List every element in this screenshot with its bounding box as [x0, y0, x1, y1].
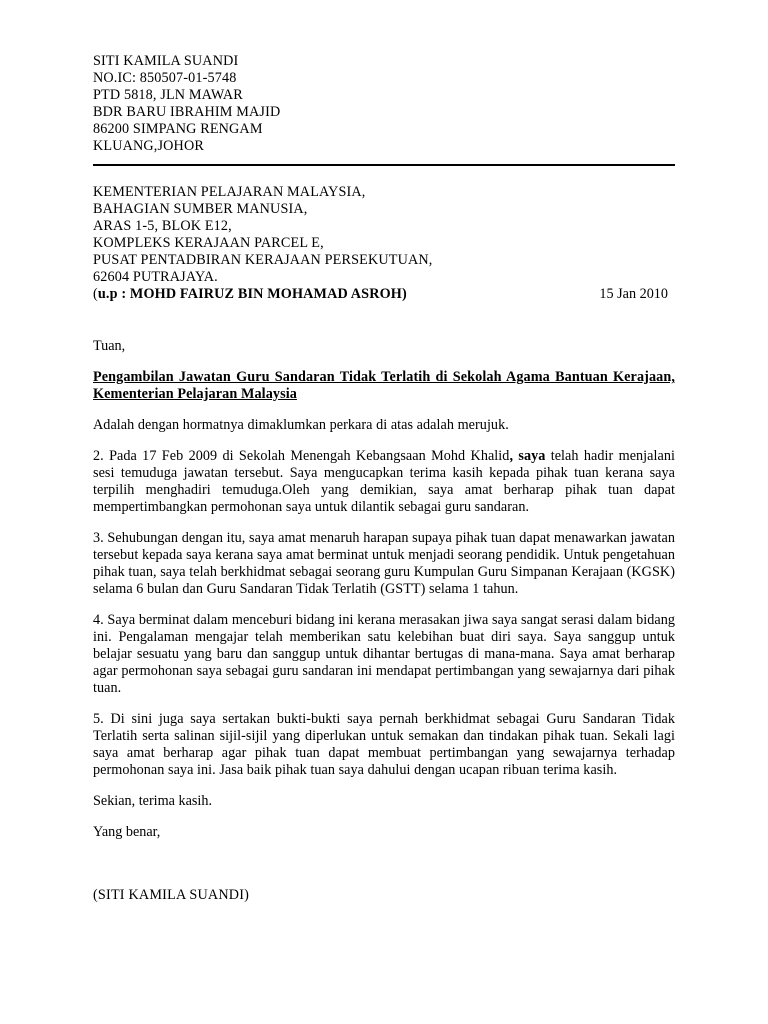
attention-name: u.p : MOHD FAIRUZ BIN MOHAMAD ASROH) [97, 285, 407, 302]
paragraph-2 [93, 448, 675, 516]
letter-date: 15 Jan 2010 [599, 285, 668, 302]
recipient-address-line: KOMPLEKS KERAJAAN PARCEL E, [93, 235, 324, 252]
sender-address-line: KLUANG,JOHOR [93, 137, 204, 154]
sender-ic-number: NO.IC: 850507-01-5748 [93, 69, 237, 86]
recipient-address-line: BAHAGIAN SUMBER MANUSIA, [93, 201, 308, 218]
attention-line [93, 286, 407, 303]
paragraph-3: 3. Sehubungan dengan itu, saya amat menaruh harapan supaya pihak tuan dapat menawarkan jawatan tersebut kepada saya kerana saya amat berminat untuk menjadi seorang pendidik. Untuk pengetahuan pihak tuan, saya telah berkhidmat sebagai seorang guru Kumpulan Guru Simpanan Kerajaan (KGSK) selama 6 bulan dan Guru Sandaran Tidak Terlatih (GSTT) selama 1 tahun. [93, 529, 675, 597]
letter-page [93, 53, 675, 904]
attention-open-paren: ( [93, 285, 98, 302]
paragraph-4: 4. Saya berminat dalam menceburi bidang ini kerana merasakan jiwa saya sangat serasi dalam bidang ini. Pengalaman mengajar telah memberikan satu kelebihan buat diri saya. Saya sanggup untuk belajar sesuatu yang baru dan sanggup untuk dihantar bertugas di mana-mana. Saya amat berharap agar permohonan saya sebagai guru sandaran ini mendapat pertimbangan yang sewajarnya dari pihak tuan. [93, 611, 675, 696]
signature-name: (SITI KAMILA SUANDI) [93, 886, 250, 903]
recipient-address-line: 62604 PUTRAJAYA. [93, 268, 218, 285]
paragraph-1: Adalah dengan hormatnya dimaklumkan perkara di atas adalah merujuk. [93, 416, 509, 433]
salutation: Tuan, [93, 337, 126, 354]
paragraph-2-bold: , saya [509, 447, 546, 464]
closing-line: Sekian, terima kasih. [93, 792, 212, 809]
sender-name: SITI KAMILA SUANDI [93, 53, 239, 69]
recipient-address-line: PUSAT PENTADBIRAN KERAJAAN PERSEKUTUAN, [93, 252, 433, 269]
recipient-address-line: ARAS 1-5, BLOK E12, [93, 218, 232, 235]
sender-address-line: PTD 5818, JLN MAWAR [93, 86, 243, 103]
sender-address-line: 86200 SIMPANG RENGAM [93, 120, 263, 137]
paragraph-5: 5. Di sini juga saya sertakan bukti-bukti saya pernah berkhidmat sebagai Guru Sandaran Tidak Terlatih serta salinan sijil-sijil yang diperlukan untuk semakan dan tindakan pihak tuan. Sekali lagi saya amat berharap agar pihak tuan dapat membuat pertimbangan yang sewajarnya terhadap permohonan saya ini. Jasa baik pihak tuan saya dahului dengan ucapan ribuan terima kasih. [93, 710, 675, 778]
recipient-address-block [93, 184, 675, 302]
sender-address-line: BDR BARU IBRAHIM MAJID [93, 103, 281, 120]
sender-address-block [93, 53, 675, 154]
subject-heading: Pengambilan Jawatan Guru Sandaran Tidak Terlatih di Sekolah Agama Bantuan Kerajaan, Kementerian Pelajaran Malaysia [93, 368, 675, 402]
paragraph-2-text: 2. Pada 17 Feb 2009 di Sekolah Menengah Kebangsaan Mohd Khalid [93, 447, 510, 464]
attention-row [93, 286, 675, 303]
header-divider [93, 164, 675, 166]
paragraph-2-text: telah hadir menjalani sesi temuduga jawatan tersebut. Saya mengucapkan terima kasih kepada pihak tuan kerana saya terpilih menghadiri temuduga.Oleh yang demikian, saya amat berharap pihak tuan dapat mempertimbangkan permohonan saya untuk dilantik sebagai guru sandaran. [93, 447, 675, 515]
recipient-address-line: KEMENTERIAN PELAJARAN MALAYSIA, [93, 184, 366, 201]
sign-off: Yang benar, [93, 823, 161, 840]
